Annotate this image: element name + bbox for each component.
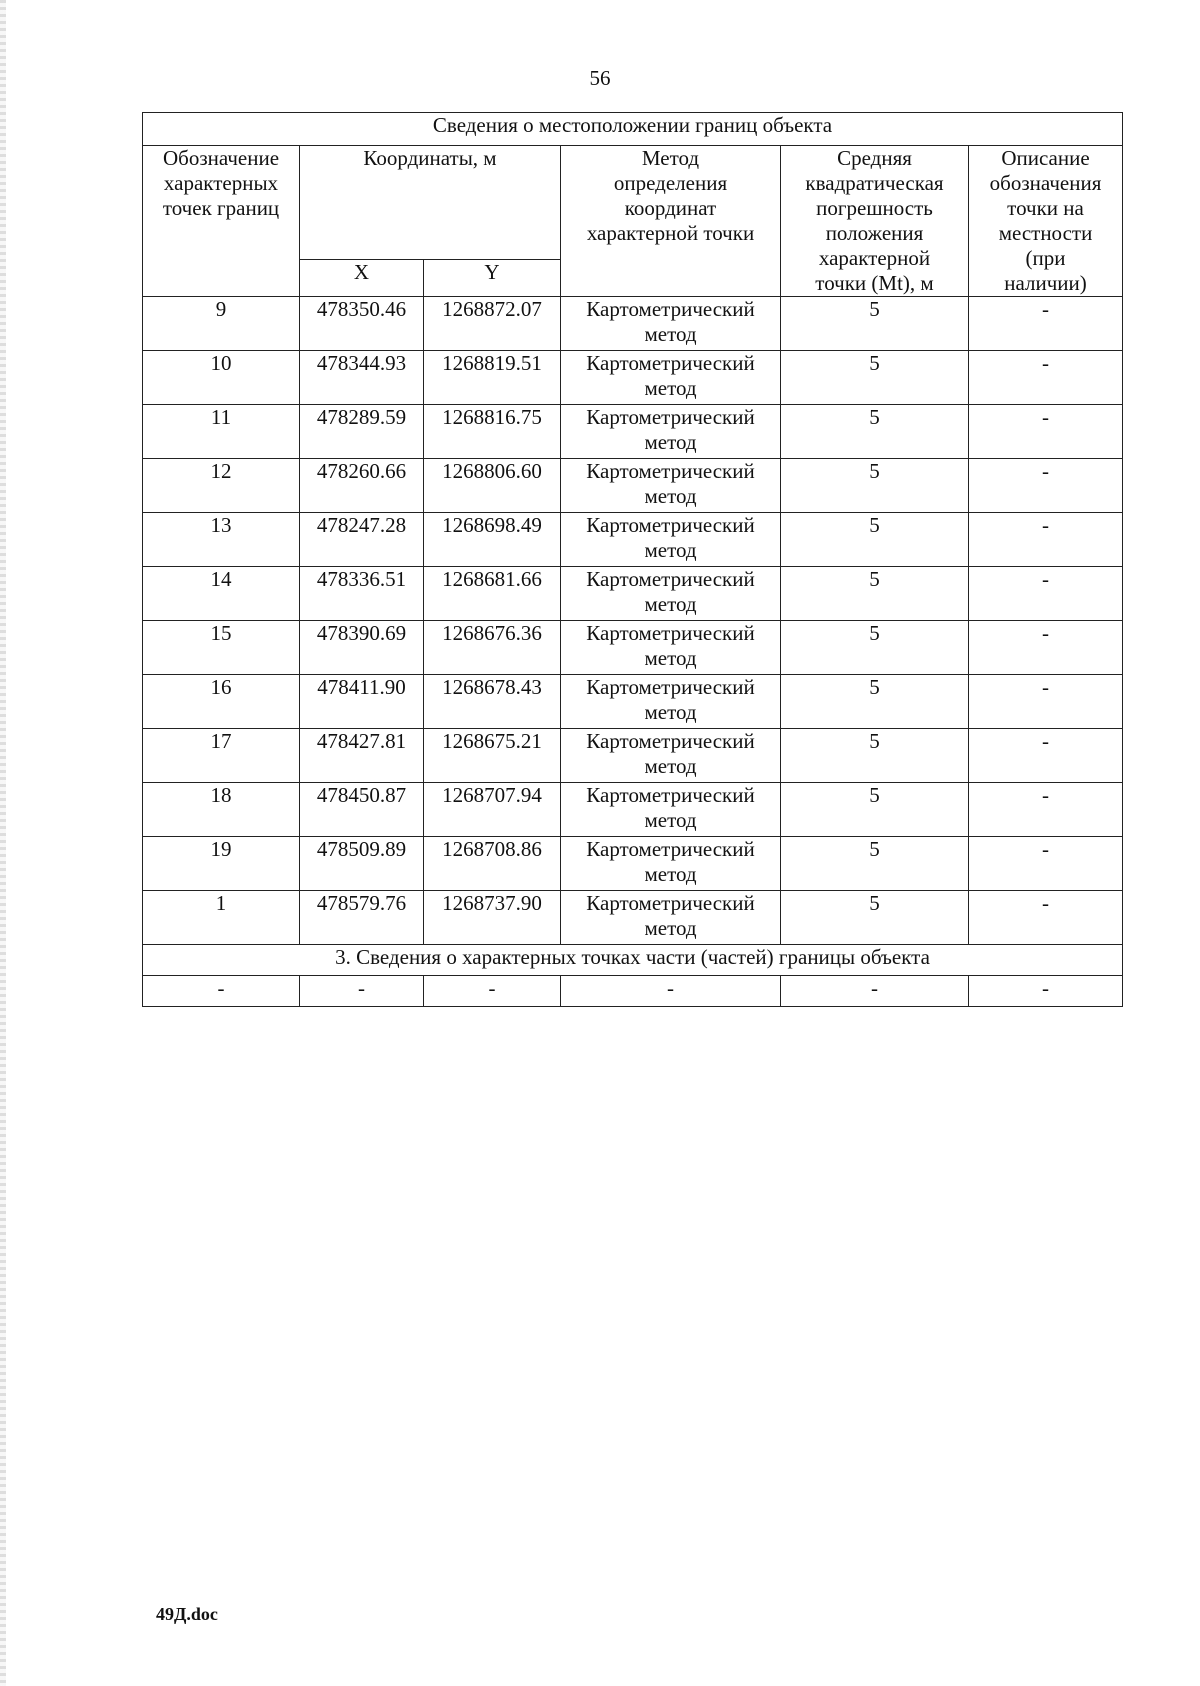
cell-point: 19 [143,837,300,891]
cell-y: 1268681.66 [424,567,561,621]
cell-point: 10 [143,351,300,405]
cell-x: 478390.69 [300,621,424,675]
section3-cell: - [561,976,781,1007]
cell-point: 12 [143,459,300,513]
cell-method: Картометрический метод [561,675,781,729]
cell-description: - [969,567,1123,621]
cell-method: Картометрический метод [561,891,781,945]
table-row [143,297,1123,351]
table-row [143,459,1123,513]
cell-point: 18 [143,783,300,837]
cell-x: 478350.46 [300,297,424,351]
cell-y: 1268816.75 [424,405,561,459]
cell-error: 5 [781,297,969,351]
table-row [143,783,1123,837]
cell-method: Картометрический метод [561,405,781,459]
table-row [143,729,1123,783]
header-method: Метод определения координат характерной точки [561,146,781,297]
page-number: 56 [589,66,611,90]
cell-description: - [969,621,1123,675]
cell-y: 1268676.36 [424,621,561,675]
cell-y: 1268872.07 [424,297,561,351]
cell-description: - [969,351,1123,405]
cell-description: - [969,891,1123,945]
section3-row [143,976,1123,1007]
cell-point: 16 [143,675,300,729]
section3-cell: - [424,976,561,1007]
cell-description: - [969,459,1123,513]
cell-description: - [969,297,1123,351]
section3-cell: - [969,976,1123,1007]
header-mean-error: Средняя квадратическая погрешность положения характерной точки (Mt), м [781,146,969,297]
header-coordinates: Координаты, м [300,146,561,260]
cell-x: 478427.81 [300,729,424,783]
cell-y: 1268678.43 [424,675,561,729]
table-row [143,513,1123,567]
table-row [143,621,1123,675]
boundary-coordinates-table [142,112,1123,1007]
cell-error: 5 [781,459,969,513]
cell-point: 17 [143,729,300,783]
section3-title: 3. Сведения о характерных точках части (частей) границы объекта [143,945,1123,976]
cell-x: 478344.93 [300,351,424,405]
table-row [143,567,1123,621]
header-description: Описание обозначения точки на местности (при наличии) [969,146,1123,297]
header-y: Y [424,260,561,297]
table-row [143,675,1123,729]
cell-x: 478289.59 [300,405,424,459]
section3-cell: - [781,976,969,1007]
cell-y: 1268819.51 [424,351,561,405]
cell-description: - [969,513,1123,567]
header-designation: Обозначение характерных точек границ [143,146,300,297]
cell-point: 15 [143,621,300,675]
cell-y: 1268675.21 [424,729,561,783]
cell-method: Картометрический метод [561,297,781,351]
cell-point: 11 [143,405,300,459]
cell-error: 5 [781,405,969,459]
cell-method: Картометрический метод [561,621,781,675]
section3-cell: - [143,976,300,1007]
cell-description: - [969,837,1123,891]
cell-point: 14 [143,567,300,621]
cell-x: 478579.76 [300,891,424,945]
cell-y: 1268707.94 [424,783,561,837]
cell-y: 1268708.86 [424,837,561,891]
cell-error: 5 [781,837,969,891]
cell-error: 5 [781,729,969,783]
cell-description: - [969,405,1123,459]
table-title: Сведения о местоположении границ объекта [143,113,1123,146]
cell-description: - [969,729,1123,783]
cell-method: Картометрический метод [561,783,781,837]
cell-y: 1268737.90 [424,891,561,945]
cell-x: 478247.28 [300,513,424,567]
footer-filename: 49Д.doc [156,1604,218,1624]
cell-description: - [969,675,1123,729]
cell-error: 5 [781,621,969,675]
cell-x: 478260.66 [300,459,424,513]
cell-method: Картометрический метод [561,459,781,513]
header-x: X [300,260,424,297]
cell-error: 5 [781,513,969,567]
section3-cell: - [300,976,424,1007]
cell-description: - [969,783,1123,837]
cell-point: 1 [143,891,300,945]
cell-method: Картометрический метод [561,729,781,783]
cell-x: 478450.87 [300,783,424,837]
cell-error: 5 [781,675,969,729]
scan-edge-strip [0,0,6,1686]
cell-error: 5 [781,891,969,945]
cell-method: Картометрический метод [561,351,781,405]
cell-x: 478336.51 [300,567,424,621]
cell-x: 478509.89 [300,837,424,891]
cell-error: 5 [781,351,969,405]
cell-method: Картометрический метод [561,567,781,621]
cell-point: 13 [143,513,300,567]
cell-x: 478411.90 [300,675,424,729]
table-row [143,837,1123,891]
cell-y: 1268806.60 [424,459,561,513]
cell-method: Картометрический метод [561,837,781,891]
cell-y: 1268698.49 [424,513,561,567]
cell-method: Картометрический метод [561,513,781,567]
cell-error: 5 [781,567,969,621]
table-row [143,351,1123,405]
table-row [143,405,1123,459]
cell-error: 5 [781,783,969,837]
table-row [143,891,1123,945]
cell-point: 9 [143,297,300,351]
